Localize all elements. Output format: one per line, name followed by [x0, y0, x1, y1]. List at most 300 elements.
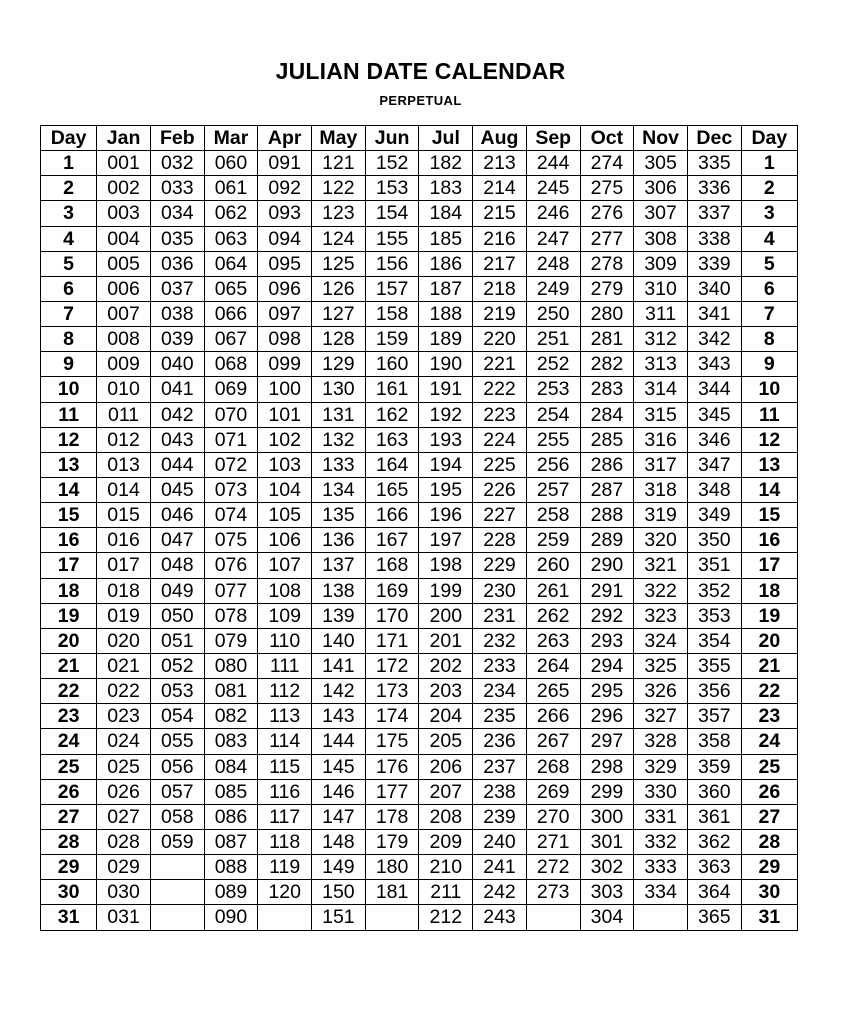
table-row: [41, 829, 798, 854]
julian-day-cell: 364: [687, 880, 741, 905]
julian-day-cell: 033: [150, 176, 204, 201]
day-number-cell: 15: [741, 503, 797, 528]
julian-day-cell: 310: [634, 276, 688, 301]
julian-day-cell: 010: [97, 377, 151, 402]
julian-day-cell: 326: [634, 679, 688, 704]
julian-day-cell: 053: [150, 679, 204, 704]
julian-day-cell: 324: [634, 628, 688, 653]
julian-day-cell: 293: [580, 628, 634, 653]
julian-day-cell: 180: [365, 855, 419, 880]
julian-day-cell: 301: [580, 829, 634, 854]
table-row: [41, 201, 798, 226]
julian-day-cell: 131: [312, 402, 366, 427]
column-header: Day: [741, 126, 797, 151]
julian-day-cell: 014: [97, 477, 151, 502]
day-number-cell: 30: [741, 880, 797, 905]
table-row: [41, 377, 798, 402]
julian-day-cell: 233: [473, 653, 527, 678]
column-header: Nov: [634, 126, 688, 151]
julian-day-cell: 356: [687, 679, 741, 704]
julian-day-cell: 246: [526, 201, 580, 226]
column-header: Apr: [258, 126, 312, 151]
julian-day-cell: 300: [580, 804, 634, 829]
julian-day-cell: 013: [97, 452, 151, 477]
julian-day-cell: 133: [312, 452, 366, 477]
julian-day-cell: 084: [204, 754, 258, 779]
day-number-cell: 28: [41, 829, 97, 854]
julian-day-cell: 330: [634, 779, 688, 804]
julian-day-cell: 003: [97, 201, 151, 226]
julian-day-cell: 062: [204, 201, 258, 226]
julian-day-cell: 333: [634, 855, 688, 880]
julian-day-cell: 302: [580, 855, 634, 880]
julian-day-cell: 094: [258, 226, 312, 251]
julian-day-cell: 214: [473, 176, 527, 201]
day-number-cell: 7: [741, 301, 797, 326]
julian-day-cell: 067: [204, 327, 258, 352]
julian-day-cell: 106: [258, 528, 312, 553]
julian-day-cell: 054: [150, 704, 204, 729]
julian-day-cell: 210: [419, 855, 473, 880]
julian-day-cell: 319: [634, 503, 688, 528]
julian-day-cell: 093: [258, 201, 312, 226]
julian-day-cell: 077: [204, 578, 258, 603]
day-number-cell: 26: [741, 779, 797, 804]
julian-day-cell: 285: [580, 427, 634, 452]
julian-day-cell: 235: [473, 704, 527, 729]
julian-day-cell: 004: [97, 226, 151, 251]
julian-day-cell: 298: [580, 754, 634, 779]
julian-day-cell: 029: [97, 855, 151, 880]
julian-day-cell: 117: [258, 804, 312, 829]
julian-day-cell: 354: [687, 628, 741, 653]
julian-day-cell: 357: [687, 704, 741, 729]
julian-day-cell: 342: [687, 327, 741, 352]
julian-day-cell: 280: [580, 301, 634, 326]
julian-day-cell: 017: [97, 553, 151, 578]
julian-day-cell: 255: [526, 427, 580, 452]
table-row: [41, 251, 798, 276]
julian-day-cell: 149: [312, 855, 366, 880]
julian-day-cell: 101: [258, 402, 312, 427]
julian-day-cell: 142: [312, 679, 366, 704]
julian-day-cell: 329: [634, 754, 688, 779]
julian-day-cell: 254: [526, 402, 580, 427]
julian-day-cell: 154: [365, 201, 419, 226]
julian-day-cell: 018: [97, 578, 151, 603]
julian-day-cell: 283: [580, 377, 634, 402]
table-row: [41, 427, 798, 452]
julian-day-cell: 338: [687, 226, 741, 251]
julian-day-cell: 282: [580, 352, 634, 377]
julian-day-cell: 304: [580, 905, 634, 930]
julian-day-cell: 216: [473, 226, 527, 251]
julian-day-cell: [365, 905, 419, 930]
julian-day-cell: 065: [204, 276, 258, 301]
julian-day-cell: 305: [634, 151, 688, 176]
julian-day-cell: 331: [634, 804, 688, 829]
julian-day-cell: 156: [365, 251, 419, 276]
julian-day-cell: 362: [687, 829, 741, 854]
day-number-cell: 14: [741, 477, 797, 502]
julian-day-cell: 266: [526, 704, 580, 729]
julian-day-cell: 075: [204, 528, 258, 553]
day-number-cell: 3: [741, 201, 797, 226]
julian-day-cell: 158: [365, 301, 419, 326]
day-number-cell: 14: [41, 477, 97, 502]
day-number-cell: 6: [741, 276, 797, 301]
julian-day-cell: 165: [365, 477, 419, 502]
julian-day-cell: 334: [634, 880, 688, 905]
julian-day-cell: 238: [473, 779, 527, 804]
day-number-cell: 18: [41, 578, 97, 603]
day-number-cell: 6: [41, 276, 97, 301]
day-number-cell: 24: [41, 729, 97, 754]
julian-day-cell: 299: [580, 779, 634, 804]
julian-day-cell: 212: [419, 905, 473, 930]
julian-day-cell: 234: [473, 679, 527, 704]
column-header: Feb: [150, 126, 204, 151]
julian-day-cell: 193: [419, 427, 473, 452]
julian-day-cell: 155: [365, 226, 419, 251]
julian-day-cell: 083: [204, 729, 258, 754]
julian-day-cell: 078: [204, 603, 258, 628]
julian-day-cell: 189: [419, 327, 473, 352]
julian-day-cell: 098: [258, 327, 312, 352]
julian-day-cell: 314: [634, 377, 688, 402]
julian-day-cell: 337: [687, 201, 741, 226]
julian-day-cell: 182: [419, 151, 473, 176]
julian-day-cell: 327: [634, 704, 688, 729]
julian-day-cell: 316: [634, 427, 688, 452]
julian-day-cell: 263: [526, 628, 580, 653]
julian-day-cell: 219: [473, 301, 527, 326]
julian-day-cell: 087: [204, 829, 258, 854]
julian-day-cell: 082: [204, 704, 258, 729]
julian-day-cell: 020: [97, 628, 151, 653]
julian-day-cell: 224: [473, 427, 527, 452]
julian-day-cell: 291: [580, 578, 634, 603]
julian-day-cell: 349: [687, 503, 741, 528]
julian-day-cell: 058: [150, 804, 204, 829]
julian-day-cell: 019: [97, 603, 151, 628]
julian-day-cell: [150, 855, 204, 880]
julian-day-cell: 332: [634, 829, 688, 854]
julian-day-cell: 170: [365, 603, 419, 628]
julian-day-cell: 124: [312, 226, 366, 251]
julian-day-cell: 107: [258, 553, 312, 578]
julian-day-cell: 046: [150, 503, 204, 528]
julian-day-cell: 168: [365, 553, 419, 578]
julian-day-cell: 203: [419, 679, 473, 704]
julian-day-cell: 320: [634, 528, 688, 553]
julian-day-cell: 113: [258, 704, 312, 729]
julian-day-cell: 134: [312, 477, 366, 502]
julian-day-cell: 248: [526, 251, 580, 276]
day-number-cell: 29: [41, 855, 97, 880]
julian-day-cell: 358: [687, 729, 741, 754]
julian-day-cell: 043: [150, 427, 204, 452]
julian-day-cell: 021: [97, 653, 151, 678]
julian-day-cell: 119: [258, 855, 312, 880]
julian-day-cell: 072: [204, 452, 258, 477]
day-number-cell: 29: [741, 855, 797, 880]
julian-day-cell: 148: [312, 829, 366, 854]
julian-day-cell: 114: [258, 729, 312, 754]
julian-day-cell: 151: [312, 905, 366, 930]
julian-day-cell: 287: [580, 477, 634, 502]
julian-day-cell: 105: [258, 503, 312, 528]
julian-day-cell: 005: [97, 251, 151, 276]
julian-day-cell: 145: [312, 754, 366, 779]
julian-day-cell: 184: [419, 201, 473, 226]
julian-day-cell: 183: [419, 176, 473, 201]
day-number-cell: 12: [41, 427, 97, 452]
day-number-cell: 7: [41, 301, 97, 326]
julian-day-cell: 269: [526, 779, 580, 804]
table-row: [41, 301, 798, 326]
julian-day-cell: 034: [150, 201, 204, 226]
julian-day-cell: 352: [687, 578, 741, 603]
julian-day-cell: 295: [580, 679, 634, 704]
julian-day-cell: 363: [687, 855, 741, 880]
julian-day-cell: 128: [312, 327, 366, 352]
julian-day-cell: [526, 905, 580, 930]
julian-day-cell: 247: [526, 226, 580, 251]
julian-day-cell: 179: [365, 829, 419, 854]
julian-day-cell: 097: [258, 301, 312, 326]
julian-day-cell: 232: [473, 628, 527, 653]
table-row: [41, 327, 798, 352]
julian-day-cell: 236: [473, 729, 527, 754]
table-row: [41, 855, 798, 880]
table-row: [41, 503, 798, 528]
julian-day-cell: 164: [365, 452, 419, 477]
julian-day-cell: 345: [687, 402, 741, 427]
julian-day-cell: 209: [419, 829, 473, 854]
day-number-cell: 22: [41, 679, 97, 704]
julian-day-cell: 080: [204, 653, 258, 678]
table-row: [41, 402, 798, 427]
julian-day-cell: 336: [687, 176, 741, 201]
julian-day-cell: 041: [150, 377, 204, 402]
day-number-cell: 5: [741, 251, 797, 276]
column-header: Sep: [526, 126, 580, 151]
julian-day-cell: 321: [634, 553, 688, 578]
julian-day-cell: 208: [419, 804, 473, 829]
julian-day-cell: 220: [473, 327, 527, 352]
julian-day-cell: 089: [204, 880, 258, 905]
julian-day-cell: 253: [526, 377, 580, 402]
column-header: Day: [41, 126, 97, 151]
julian-day-cell: [150, 880, 204, 905]
julian-day-cell: 199: [419, 578, 473, 603]
julian-day-cell: 272: [526, 855, 580, 880]
day-number-cell: 25: [741, 754, 797, 779]
table-row: [41, 653, 798, 678]
julian-day-cell: 103: [258, 452, 312, 477]
julian-day-cell: 049: [150, 578, 204, 603]
julian-day-cell: 088: [204, 855, 258, 880]
julian-day-cell: 231: [473, 603, 527, 628]
julian-day-cell: 073: [204, 477, 258, 502]
julian-day-cell: 176: [365, 754, 419, 779]
table-row: [41, 779, 798, 804]
julian-day-cell: 095: [258, 251, 312, 276]
julian-day-cell: 339: [687, 251, 741, 276]
julian-day-cell: 274: [580, 151, 634, 176]
julian-day-cell: 057: [150, 779, 204, 804]
julian-day-cell: 205: [419, 729, 473, 754]
julian-day-cell: 099: [258, 352, 312, 377]
julian-day-cell: 241: [473, 855, 527, 880]
column-header: Jul: [419, 126, 473, 151]
julian-day-cell: 160: [365, 352, 419, 377]
julian-day-cell: 027: [97, 804, 151, 829]
column-header: May: [312, 126, 366, 151]
julian-day-cell: 079: [204, 628, 258, 653]
julian-day-cell: 177: [365, 779, 419, 804]
julian-day-cell: 026: [97, 779, 151, 804]
julian-day-cell: 250: [526, 301, 580, 326]
julian-day-cell: 229: [473, 553, 527, 578]
julian-day-cell: 237: [473, 754, 527, 779]
day-number-cell: 21: [41, 653, 97, 678]
julian-day-cell: 277: [580, 226, 634, 251]
julian-day-cell: 218: [473, 276, 527, 301]
julian-day-cell: 346: [687, 427, 741, 452]
day-number-cell: 18: [741, 578, 797, 603]
table-body: [41, 151, 798, 930]
julian-day-cell: 252: [526, 352, 580, 377]
column-header: Oct: [580, 126, 634, 151]
julian-day-cell: 303: [580, 880, 634, 905]
julian-day-cell: 335: [687, 151, 741, 176]
julian-day-cell: 104: [258, 477, 312, 502]
julian-day-cell: 130: [312, 377, 366, 402]
julian-day-cell: 161: [365, 377, 419, 402]
table-row: [41, 628, 798, 653]
julian-day-cell: 191: [419, 377, 473, 402]
table-row: [41, 553, 798, 578]
julian-day-cell: 061: [204, 176, 258, 201]
julian-day-cell: 206: [419, 754, 473, 779]
table-row: [41, 151, 798, 176]
table-row: [41, 477, 798, 502]
julian-day-cell: 264: [526, 653, 580, 678]
day-number-cell: 17: [41, 553, 97, 578]
julian-day-cell: 111: [258, 653, 312, 678]
day-number-cell: 26: [41, 779, 97, 804]
julian-day-cell: 340: [687, 276, 741, 301]
day-number-cell: 1: [41, 151, 97, 176]
julian-day-cell: 222: [473, 377, 527, 402]
julian-day-cell: 243: [473, 905, 527, 930]
julian-day-cell: 038: [150, 301, 204, 326]
julian-day-cell: 297: [580, 729, 634, 754]
julian-day-cell: 039: [150, 327, 204, 352]
julian-day-cell: 257: [526, 477, 580, 502]
julian-day-cell: 070: [204, 402, 258, 427]
julian-day-cell: 217: [473, 251, 527, 276]
julian-day-cell: 175: [365, 729, 419, 754]
julian-day-cell: 178: [365, 804, 419, 829]
julian-day-cell: 032: [150, 151, 204, 176]
julian-day-cell: 153: [365, 176, 419, 201]
julian-day-cell: 289: [580, 528, 634, 553]
julian-day-cell: 275: [580, 176, 634, 201]
julian-day-cell: 195: [419, 477, 473, 502]
julian-day-cell: 069: [204, 377, 258, 402]
julian-day-cell: 240: [473, 829, 527, 854]
julian-day-cell: 040: [150, 352, 204, 377]
julian-day-cell: 132: [312, 427, 366, 452]
day-number-cell: 25: [41, 754, 97, 779]
julian-day-cell: 120: [258, 880, 312, 905]
day-number-cell: 12: [741, 427, 797, 452]
day-number-cell: 16: [41, 528, 97, 553]
julian-day-cell: 242: [473, 880, 527, 905]
day-number-cell: 30: [41, 880, 97, 905]
julian-day-cell: 110: [258, 628, 312, 653]
julian-day-cell: 066: [204, 301, 258, 326]
julian-day-cell: 202: [419, 653, 473, 678]
day-number-cell: 11: [741, 402, 797, 427]
julian-day-cell: 197: [419, 528, 473, 553]
day-number-cell: 9: [41, 352, 97, 377]
column-header: Jun: [365, 126, 419, 151]
julian-day-cell: 223: [473, 402, 527, 427]
day-number-cell: 20: [41, 628, 97, 653]
julian-day-cell: 129: [312, 352, 366, 377]
julian-day-cell: 292: [580, 603, 634, 628]
day-number-cell: 23: [741, 704, 797, 729]
julian-day-cell: 074: [204, 503, 258, 528]
day-number-cell: 28: [741, 829, 797, 854]
julian-day-cell: 045: [150, 477, 204, 502]
table-row: [41, 754, 798, 779]
julian-day-cell: 228: [473, 528, 527, 553]
julian-day-cell: 109: [258, 603, 312, 628]
julian-day-cell: 055: [150, 729, 204, 754]
julian-day-cell: 361: [687, 804, 741, 829]
table-row: [41, 804, 798, 829]
julian-day-cell: 001: [97, 151, 151, 176]
julian-day-cell: 174: [365, 704, 419, 729]
page-subtitle: PERPETUAL: [379, 93, 462, 108]
julian-day-cell: 166: [365, 503, 419, 528]
julian-day-cell: 169: [365, 578, 419, 603]
julian-day-cell: 278: [580, 251, 634, 276]
julian-day-cell: 213: [473, 151, 527, 176]
day-number-cell: 5: [41, 251, 97, 276]
julian-day-cell: 060: [204, 151, 258, 176]
julian-day-cell: 007: [97, 301, 151, 326]
day-number-cell: 2: [741, 176, 797, 201]
julian-day-cell: 325: [634, 653, 688, 678]
julian-day-cell: 139: [312, 603, 366, 628]
julian-day-cell: 265: [526, 679, 580, 704]
julian-day-cell: 056: [150, 754, 204, 779]
table-row: [41, 729, 798, 754]
julian-day-cell: 140: [312, 628, 366, 653]
julian-day-cell: 188: [419, 301, 473, 326]
day-number-cell: 13: [41, 452, 97, 477]
julian-day-cell: 136: [312, 528, 366, 553]
julian-day-cell: 076: [204, 553, 258, 578]
julian-day-cell: 276: [580, 201, 634, 226]
julian-day-cell: 313: [634, 352, 688, 377]
